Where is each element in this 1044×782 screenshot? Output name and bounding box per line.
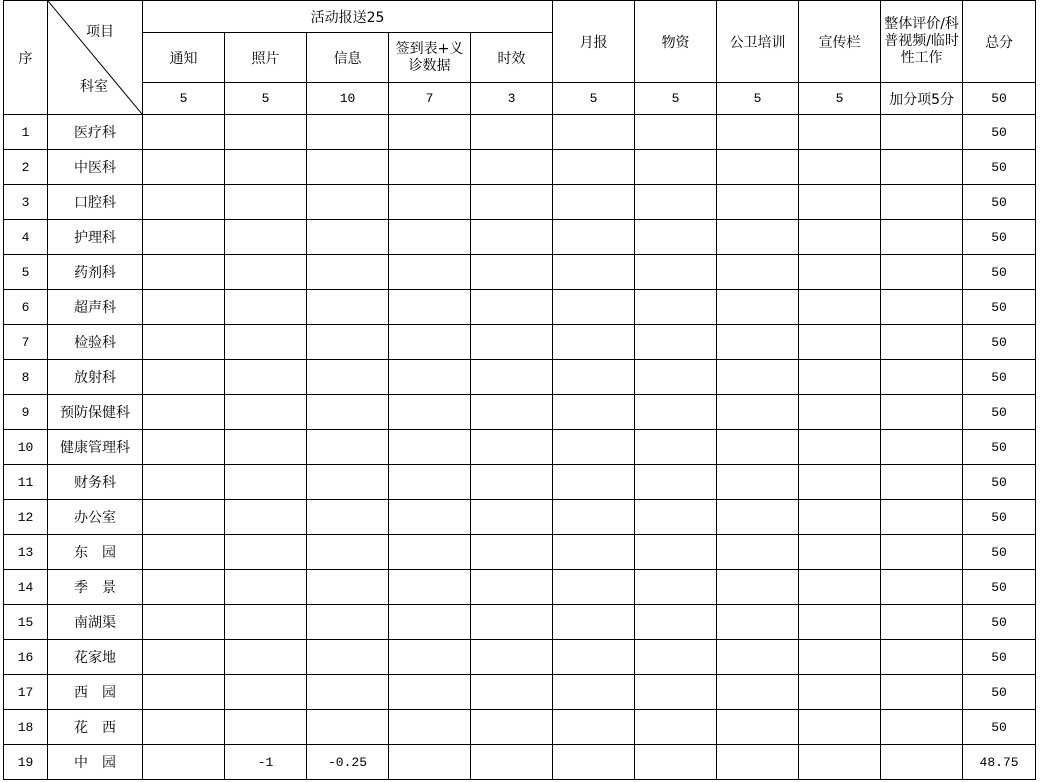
table-row <box>4 500 1036 535</box>
row-dept: 中 园 <box>48 745 143 780</box>
score-cell <box>635 430 717 465</box>
score-cell <box>881 570 963 605</box>
score-cell <box>225 360 307 395</box>
score-cell <box>307 430 389 465</box>
row-seq: 9 <box>4 395 48 430</box>
score-table <box>3 0 1036 780</box>
score-cell <box>225 290 307 325</box>
score-cell <box>717 710 799 745</box>
row-total: 50 <box>963 360 1036 395</box>
score-cell <box>553 220 635 255</box>
score-cell <box>471 185 553 220</box>
score-cell <box>635 605 717 640</box>
row-seq: 19 <box>4 745 48 780</box>
score-materials: 5 <box>635 83 717 115</box>
score-cell <box>799 255 881 290</box>
score-cell <box>471 395 553 430</box>
score-cell <box>143 150 225 185</box>
table-row <box>4 325 1036 360</box>
score-cell <box>635 360 717 395</box>
score-cell <box>143 220 225 255</box>
row-total: 50 <box>963 605 1036 640</box>
score-cell <box>553 640 635 675</box>
score-cell <box>799 535 881 570</box>
row-total: 48.75 <box>963 745 1036 780</box>
score-cell <box>471 570 553 605</box>
score-cell <box>307 605 389 640</box>
score-cell <box>881 185 963 220</box>
score-cell <box>307 360 389 395</box>
row-seq: 15 <box>4 605 48 640</box>
row-seq: 18 <box>4 710 48 745</box>
row-total: 50 <box>963 325 1036 360</box>
row-seq: 3 <box>4 185 48 220</box>
score-cell <box>389 290 471 325</box>
score-cell <box>635 710 717 745</box>
row-seq: 14 <box>4 570 48 605</box>
score-cell <box>471 675 553 710</box>
row-dept: 花 西 <box>48 710 143 745</box>
row-dept: 放射科 <box>48 360 143 395</box>
row-dept: 医疗科 <box>48 115 143 150</box>
score-cell <box>717 255 799 290</box>
row-dept: 花家地 <box>48 640 143 675</box>
row-dept: 护理科 <box>48 220 143 255</box>
row-seq: 16 <box>4 640 48 675</box>
score-cell <box>717 640 799 675</box>
score-cell <box>717 605 799 640</box>
score-cell <box>389 150 471 185</box>
score-cell <box>471 430 553 465</box>
score-cell <box>389 675 471 710</box>
score-cell <box>389 395 471 430</box>
score-cell <box>389 325 471 360</box>
score-cell <box>881 465 963 500</box>
row-total: 50 <box>963 115 1036 150</box>
score-cell <box>389 185 471 220</box>
score-cell <box>799 115 881 150</box>
row-dept: 超声科 <box>48 290 143 325</box>
score-cell <box>389 535 471 570</box>
score-timeliness: 3 <box>471 83 553 115</box>
row-total: 50 <box>963 255 1036 290</box>
score-cell <box>635 500 717 535</box>
row-seq: 8 <box>4 360 48 395</box>
score-cell <box>635 290 717 325</box>
row-dept: 财务科 <box>48 465 143 500</box>
score-cell <box>635 325 717 360</box>
table-row <box>4 150 1036 185</box>
header-materials: 物资 <box>635 1 717 83</box>
score-cell <box>389 640 471 675</box>
score-cell <box>717 395 799 430</box>
score-cell <box>143 465 225 500</box>
score-cell <box>143 430 225 465</box>
row-dept: 南湖渠 <box>48 605 143 640</box>
header-info: 信息 <box>307 33 389 83</box>
row-dept: 健康管理科 <box>48 430 143 465</box>
row-seq: 12 <box>4 500 48 535</box>
score-cell <box>471 605 553 640</box>
score-cell <box>553 360 635 395</box>
score-cell <box>553 570 635 605</box>
row-seq: 5 <box>4 255 48 290</box>
score-cell <box>635 675 717 710</box>
score-cell <box>799 570 881 605</box>
score-cell <box>307 395 389 430</box>
row-total: 50 <box>963 430 1036 465</box>
score-cell <box>553 605 635 640</box>
score-cell <box>553 675 635 710</box>
table-row <box>4 605 1036 640</box>
score-cell <box>143 535 225 570</box>
score-cell <box>635 185 717 220</box>
score-cell <box>717 150 799 185</box>
header-activity-group: 活动报送25 <box>143 1 553 33</box>
row-total: 50 <box>963 710 1036 745</box>
score-cell <box>799 500 881 535</box>
score-cell <box>717 430 799 465</box>
score-monthly: 5 <box>553 83 635 115</box>
score-cell <box>635 535 717 570</box>
score-cell <box>799 465 881 500</box>
score-cell <box>225 710 307 745</box>
score-cell <box>225 255 307 290</box>
score-training: 5 <box>717 83 799 115</box>
score-cell <box>553 745 635 780</box>
score-cell <box>799 430 881 465</box>
score-cell <box>799 220 881 255</box>
header-seq: 序 <box>4 1 48 115</box>
score-cell <box>717 500 799 535</box>
score-cell <box>225 220 307 255</box>
score-cell <box>225 150 307 185</box>
score-cell <box>471 220 553 255</box>
score-cell: -0.25 <box>307 745 389 780</box>
header-dept-label: 科室 <box>80 79 108 95</box>
score-cell: -1 <box>225 745 307 780</box>
score-cell <box>225 570 307 605</box>
score-cell <box>225 325 307 360</box>
row-total: 50 <box>963 150 1036 185</box>
score-info: 10 <box>307 83 389 115</box>
row-dept: 东 园 <box>48 535 143 570</box>
score-cell <box>799 360 881 395</box>
row-seq: 2 <box>4 150 48 185</box>
table-row <box>4 745 1036 780</box>
row-dept: 西 园 <box>48 675 143 710</box>
table-row <box>4 675 1036 710</box>
score-cell <box>307 115 389 150</box>
header-monthly: 月报 <box>553 1 635 83</box>
score-cell <box>553 115 635 150</box>
score-cell <box>225 395 307 430</box>
table-row <box>4 290 1036 325</box>
score-cell <box>143 745 225 780</box>
row-seq: 4 <box>4 220 48 255</box>
score-cell <box>143 395 225 430</box>
header-signin: 签到表+义诊数据 <box>389 33 471 83</box>
score-cell <box>553 500 635 535</box>
score-cell <box>635 640 717 675</box>
score-cell <box>225 185 307 220</box>
score-cell <box>799 325 881 360</box>
score-cell <box>471 115 553 150</box>
score-cell <box>143 325 225 360</box>
row-seq: 6 <box>4 290 48 325</box>
score-cell <box>307 535 389 570</box>
score-cell <box>307 675 389 710</box>
score-cell <box>799 710 881 745</box>
score-cell <box>717 360 799 395</box>
score-cell <box>143 675 225 710</box>
score-cell <box>635 570 717 605</box>
table-row <box>4 535 1036 570</box>
table-row <box>4 710 1036 745</box>
score-notice: 5 <box>143 83 225 115</box>
score-cell <box>881 290 963 325</box>
score-cell <box>799 640 881 675</box>
score-photo: 5 <box>225 83 307 115</box>
score-cell <box>307 220 389 255</box>
score-cell <box>307 325 389 360</box>
score-cell <box>717 290 799 325</box>
score-cell <box>471 255 553 290</box>
score-cell <box>881 605 963 640</box>
table-row <box>4 570 1036 605</box>
row-seq: 10 <box>4 430 48 465</box>
score-cell <box>389 430 471 465</box>
score-cell <box>143 640 225 675</box>
score-cell <box>881 115 963 150</box>
score-cell <box>635 745 717 780</box>
score-cell <box>307 185 389 220</box>
score-cell <box>635 255 717 290</box>
row-dept: 药剂科 <box>48 255 143 290</box>
score-overall: 加分项5分 <box>881 83 963 115</box>
score-cell <box>717 325 799 360</box>
row-total: 50 <box>963 500 1036 535</box>
header-board: 宣传栏 <box>799 1 881 83</box>
row-dept: 季 景 <box>48 570 143 605</box>
score-cell <box>881 255 963 290</box>
score-cell <box>389 570 471 605</box>
table-row <box>4 220 1036 255</box>
score-cell <box>717 465 799 500</box>
score-cell <box>389 220 471 255</box>
row-dept: 办公室 <box>48 500 143 535</box>
score-cell <box>307 255 389 290</box>
header-overall: 整体评价/科普视频/临时性工作 <box>881 1 963 83</box>
score-cell <box>881 395 963 430</box>
score-cell <box>143 115 225 150</box>
score-cell <box>635 150 717 185</box>
score-cell <box>881 640 963 675</box>
row-total: 50 <box>963 675 1036 710</box>
score-cell <box>225 465 307 500</box>
score-cell <box>143 360 225 395</box>
table-row <box>4 640 1036 675</box>
score-cell <box>635 220 717 255</box>
score-cell <box>881 430 963 465</box>
header-item-label: 项目 <box>86 24 114 40</box>
score-cell <box>717 570 799 605</box>
score-cell <box>307 570 389 605</box>
row-total: 50 <box>963 185 1036 220</box>
score-cell <box>717 745 799 780</box>
score-cell <box>307 640 389 675</box>
score-cell <box>307 465 389 500</box>
score-cell <box>799 185 881 220</box>
score-cell <box>307 290 389 325</box>
score-cell <box>471 360 553 395</box>
table-row <box>4 360 1036 395</box>
row-total: 50 <box>963 570 1036 605</box>
score-cell <box>881 745 963 780</box>
score-cell <box>225 500 307 535</box>
score-cell <box>471 465 553 500</box>
table-row <box>4 430 1036 465</box>
score-cell <box>717 220 799 255</box>
row-total: 50 <box>963 465 1036 500</box>
row-dept: 口腔科 <box>48 185 143 220</box>
score-cell <box>553 430 635 465</box>
table-row <box>4 115 1036 150</box>
score-cell <box>471 150 553 185</box>
row-dept: 中医科 <box>48 150 143 185</box>
header-notice: 通知 <box>143 33 225 83</box>
score-cell <box>881 500 963 535</box>
score-cell <box>471 325 553 360</box>
score-cell <box>553 395 635 430</box>
score-cell <box>225 115 307 150</box>
score-cell <box>553 465 635 500</box>
header-training: 公卫培训 <box>717 1 799 83</box>
score-cell <box>553 290 635 325</box>
row-seq: 11 <box>4 465 48 500</box>
score-board: 5 <box>799 83 881 115</box>
score-cell <box>471 710 553 745</box>
score-cell <box>143 570 225 605</box>
header-timeliness: 时效 <box>471 33 553 83</box>
score-cell <box>881 675 963 710</box>
score-cell <box>471 500 553 535</box>
score-cell <box>143 255 225 290</box>
row-seq: 7 <box>4 325 48 360</box>
diagonal-line <box>48 1 142 114</box>
score-cell <box>635 115 717 150</box>
score-cell <box>471 745 553 780</box>
score-cell <box>143 710 225 745</box>
score-cell <box>143 185 225 220</box>
score-cell <box>881 150 963 185</box>
score-cell <box>225 640 307 675</box>
score-cell <box>389 710 471 745</box>
score-cell <box>717 535 799 570</box>
row-seq: 17 <box>4 675 48 710</box>
table-row <box>4 185 1036 220</box>
table-row <box>4 465 1036 500</box>
score-cell <box>799 290 881 325</box>
score-cell <box>225 605 307 640</box>
score-cell <box>717 675 799 710</box>
score-cell <box>635 465 717 500</box>
row-total: 50 <box>963 535 1036 570</box>
table-row <box>4 255 1036 290</box>
score-cell <box>799 675 881 710</box>
score-cell <box>389 465 471 500</box>
header-diagonal-cell <box>48 1 143 115</box>
score-cell <box>389 745 471 780</box>
score-cell <box>717 185 799 220</box>
score-cell <box>307 150 389 185</box>
score-cell <box>471 535 553 570</box>
score-cell <box>799 150 881 185</box>
score-cell <box>799 745 881 780</box>
row-total: 50 <box>963 395 1036 430</box>
score-cell <box>389 605 471 640</box>
score-cell <box>717 115 799 150</box>
score-cell <box>799 605 881 640</box>
row-dept: 预防保健科 <box>48 395 143 430</box>
row-total: 50 <box>963 220 1036 255</box>
score-cell <box>799 395 881 430</box>
score-cell <box>553 150 635 185</box>
score-cell <box>553 185 635 220</box>
score-cell <box>307 710 389 745</box>
score-cell <box>881 710 963 745</box>
score-cell <box>881 360 963 395</box>
row-seq: 1 <box>4 115 48 150</box>
score-cell <box>471 640 553 675</box>
score-cell <box>635 395 717 430</box>
score-cell <box>881 535 963 570</box>
score-cell <box>389 255 471 290</box>
score-cell <box>553 535 635 570</box>
score-cell <box>553 710 635 745</box>
score-total: 50 <box>963 83 1036 115</box>
score-cell <box>553 255 635 290</box>
score-cell <box>143 500 225 535</box>
score-cell <box>225 535 307 570</box>
score-cell <box>553 325 635 360</box>
score-cell <box>225 675 307 710</box>
score-cell <box>881 325 963 360</box>
score-cell <box>389 500 471 535</box>
score-cell <box>307 500 389 535</box>
score-cell <box>389 115 471 150</box>
row-seq: 13 <box>4 535 48 570</box>
table-row <box>4 395 1036 430</box>
row-total: 50 <box>963 640 1036 675</box>
score-cell <box>471 290 553 325</box>
row-total: 50 <box>963 290 1036 325</box>
header-total: 总分 <box>963 1 1036 83</box>
score-cell <box>389 360 471 395</box>
row-dept: 检验科 <box>48 325 143 360</box>
score-signin: 7 <box>389 83 471 115</box>
header-photo: 照片 <box>225 33 307 83</box>
score-cell <box>225 430 307 465</box>
score-cell <box>881 220 963 255</box>
score-cell <box>143 290 225 325</box>
score-cell <box>143 605 225 640</box>
